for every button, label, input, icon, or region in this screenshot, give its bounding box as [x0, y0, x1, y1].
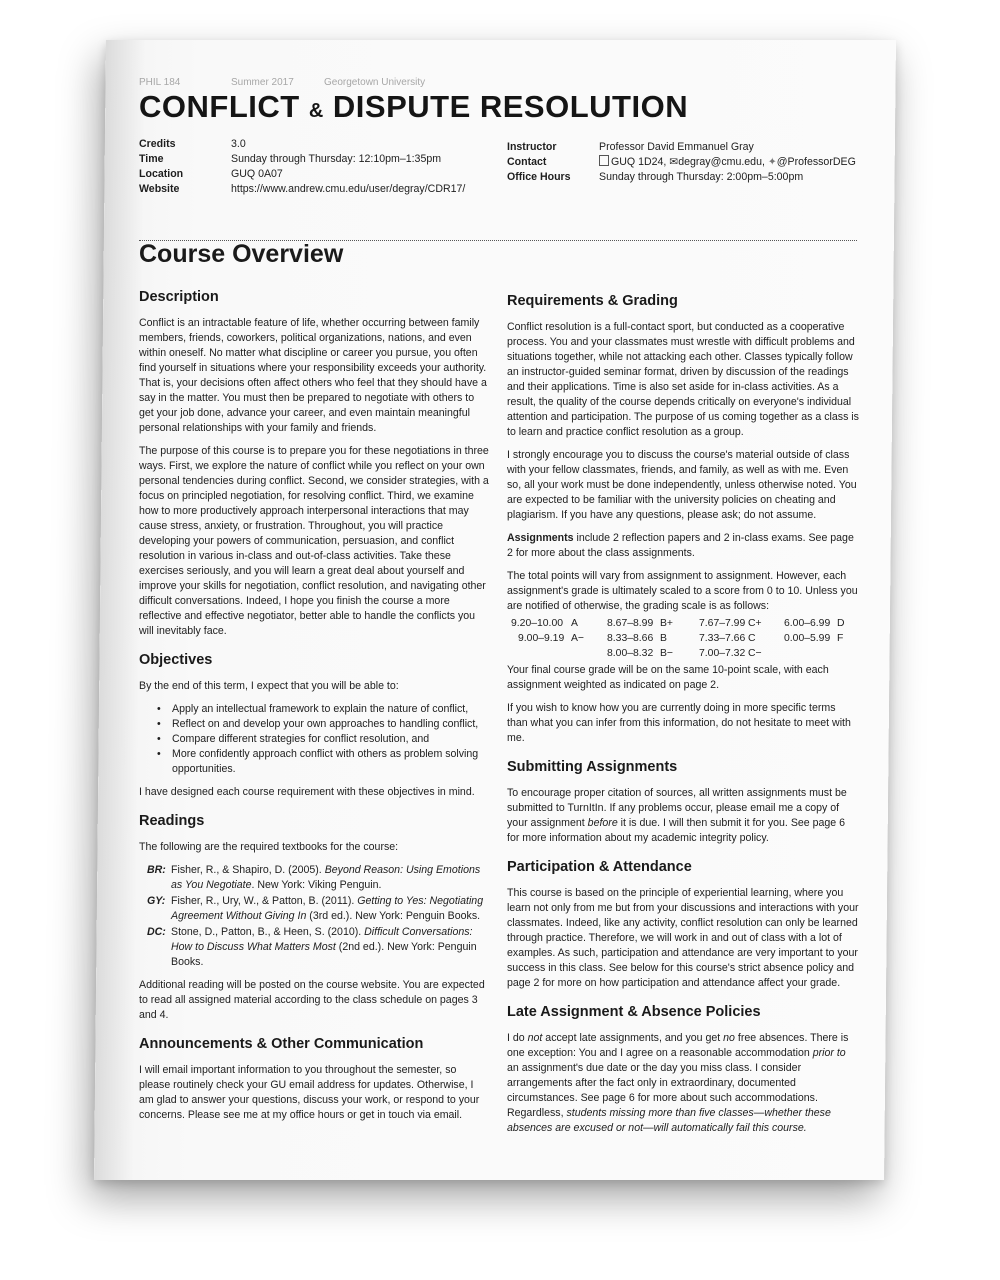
- list-item: • Apply an intellectual framework to explain the nature of conflict,: [172, 702, 489, 717]
- readings-outro: Additional reading will be posted on the course website. You are expected to read all assigned material according to the class schedule on pages 3 and 4.: [139, 979, 485, 1021]
- grade-range: 8.00–8.32: [607, 648, 654, 659]
- grade-range: 0.00–5.99: [784, 633, 831, 644]
- book-entry: BR: Fisher, R., & Shapiro, D. (2005). Beyond Reason: Using Emotions as You Negotiate. New York: Viking Penguin.: [147, 864, 481, 891]
- requirements-heading: Requirements & Grading: [507, 293, 678, 309]
- office-hours-value: Sunday through Thursday: 2:00pm–5:00pm: [599, 171, 804, 183]
- readings-heading: Readings: [139, 813, 205, 829]
- grading-scale: [507, 616, 859, 661]
- instructor-name: Professor David Emmanuel Gray: [599, 141, 754, 153]
- requirements-p3: Assignments include 2 reflection papers and 2 in-class exams. See page 2 for more about the class assignments.: [507, 532, 854, 559]
- grade-letter: C+: [748, 618, 762, 629]
- info-labels-right: Instructor Contact Office Hours: [507, 141, 571, 183]
- grade-range: 6.00–6.99: [784, 618, 831, 629]
- late-policy-heading: Late Assignment & Absence Policies: [507, 1004, 761, 1020]
- book-code: GY:: [147, 895, 166, 907]
- requirements-section: [507, 292, 859, 746]
- readings-section: [139, 812, 489, 1023]
- grade-range: 8.33–8.66: [607, 633, 654, 644]
- course-code: PHIL 184: [139, 77, 181, 88]
- book-entry: DC: Stone, D., Patton, B., & Heen, S. (2010). Difficult Conversations: How to Discuss What Matters Most (2nd ed.). New York: Penguin Books.: [147, 926, 477, 968]
- email-icon: ✉: [669, 156, 679, 168]
- twitter-icon: ✦: [767, 156, 777, 168]
- right-column: [507, 292, 859, 1148]
- course-meta: [139, 75, 859, 89]
- location-value: GUQ 0A07: [231, 168, 283, 180]
- book-list: [139, 863, 489, 970]
- header: [139, 75, 859, 217]
- grade-letter: D: [837, 618, 845, 629]
- grade-range: 7.00–7.32: [699, 648, 746, 659]
- objectives-outro: I have designed each course requirement with these objectives in mind.: [139, 786, 475, 798]
- list-item: • More confidently approach conflict with others as problem solving opportunities.: [172, 747, 489, 777]
- requirements-p6: If you wish to know how you are currently doing in more specific terms than what you can infer from this information, do not hesitate to meet with me.: [507, 702, 851, 744]
- submitting-section: [507, 758, 859, 846]
- grade-letter: F: [837, 633, 844, 644]
- announcements-heading: Announcements & Other Communication: [139, 1036, 424, 1052]
- list-item: • Reflect on and develop your own approaches to handling conflict,: [172, 717, 489, 732]
- time-value: Sunday through Thursday: 12:10pm–1:35pm: [231, 153, 442, 165]
- office-icon: [599, 155, 609, 166]
- participation-section: [507, 858, 859, 991]
- requirements-p2: I strongly encourage you to discuss the course's material outside of class with your fellow classmates, friends, and family, as well as with me. Even so, all your work must be done independently, unless otherwise noted. You are expected to be familiar with the university policies on cheating and plagiarism. If you have any questions, please ask; do not assume.: [507, 449, 857, 521]
- book-code: DC:: [147, 926, 166, 938]
- participation-heading: Participation & Attendance: [507, 859, 692, 875]
- list-item: • Compare different strategies for conflict resolution, and: [172, 732, 489, 747]
- readings-intro: The following are the required textbooks for the course:: [139, 841, 399, 853]
- description-p1: Conflict is an intractable feature of life, whether occurring between family members, friends, coworkers, political organizations, nations, and even within oneself. No matter what discipline or career you pursue, you often find yourself in situations where your responsibility exceeds your authority. That is, your decisions often affect others who feel that they should have a say in the matter. You must then be prepared to negotiate with others to get your job done, advance your career, and even maintain meaningful personal relationships with your family and friends.: [139, 317, 487, 434]
- university-name: Georgetown University: [324, 77, 426, 88]
- left-column: [139, 288, 489, 1135]
- overview-heading: Course Overview: [139, 240, 344, 268]
- book-title: Difficult Conversations: How to Discuss What Matters Most: [171, 926, 473, 953]
- page-title: CONFLICT & DISPUTE RESOLUTION: [139, 89, 689, 124]
- description-section: [139, 288, 489, 639]
- grade-range: 7.67–7.99: [699, 618, 746, 629]
- grade-letter: A−: [571, 633, 584, 644]
- course-term: Summer 2017: [231, 77, 294, 88]
- announcements-section: [139, 1035, 489, 1123]
- objectives-heading: Objectives: [139, 652, 213, 668]
- requirements-p5: Your final course grade will be on the same 10-point scale, with each assignment weighted as indicated on page 2.: [507, 664, 829, 691]
- info-values-left: [231, 137, 465, 197]
- grade-range: 9.00–9.19: [518, 633, 565, 644]
- objectives-section: [139, 651, 489, 800]
- credits-value: 3.0: [231, 138, 246, 150]
- grade-letter: A: [571, 618, 578, 629]
- requirements-p1: Conflict resolution is a full-contact sport, but conducted as a cooperative process. You and your classmates must wrestle with difficult problems and situations together, while not attacking each other. Classes typically follow an instructor-guided seminar format, driven by discussion of the readings and their applications. Time is also set aside for in-class activities. As a result, the quality of the course depends critically on everyone's individual attention and participation. The purpose of us coming together as a class is to learn and practice conflict resolution as a group.: [507, 321, 859, 438]
- late-policy-section: [507, 1003, 859, 1136]
- grade-range: 8.67–8.99: [607, 618, 654, 629]
- participation-p1: This course is based on the principle of experiential learning, where you learn not only from me but from your discussions and interactions with your classmates. Indeed, like any activity, conflict resolution can only be learned through practice. Therefore, we will work in and out of class with a lot of examples. As such, participation and attendance are very important to your success in this class. See below for this course's strict absence policy and page 2 for more on how participation and attendance affect your grade.: [507, 887, 859, 989]
- grade-letter: B+: [660, 618, 673, 629]
- course-info: [139, 137, 859, 217]
- grade-letter: B: [660, 633, 667, 644]
- grade-range: 9.20–10.00: [511, 618, 564, 629]
- grade-letter: B−: [660, 648, 673, 659]
- info-labels-left: Credits Time Location Website: [139, 138, 184, 195]
- objectives-intro: By the end of this term, I expect that you will be able to:: [139, 680, 399, 692]
- book-entry: GY: Fisher, R., Ury, W., & Patton, B. (2011). Getting to Yes: Negotiating Agreement Without Giving In (3rd ed.). New York: Penguin Books.: [147, 895, 484, 922]
- book-code: BR:: [147, 864, 166, 876]
- email-link[interactable]: degray@cmu.edu,: [678, 156, 765, 168]
- contact-line: [599, 155, 856, 170]
- description-p2: The purpose of this course is to prepare you for these negotiations in three ways. First, we explore the nature of conflict while you reflect on your own personal tendencies during conflict. Second, we consider strategies, with a focus on principled negotiation, for resolving conflict. Third, we examine how to more productively approach interpersonal interactions that may cause stress, anxiety, or frustration. Throughout, you will practice developing your powers of communication, persuasion, and conflict resolution in various in-class and out-of-class activities. Take these exercises seriously, and you will learn a great deal about yourself and improve your skills for negotiation, conflict resolution, and navigating other difficult conversations. Indeed, I hope you finish the course a more reflective and effective negotiator, better able to handle the conflicts you will inevitably face.: [139, 445, 489, 637]
- website-link[interactable]: https://www.andrew.cmu.edu/user/degray/CDR17/: [231, 183, 466, 195]
- grade-letter: C−: [748, 648, 762, 659]
- book-title: Getting to Yes: Negotiating Agreement Without Giving In: [171, 895, 484, 922]
- requirements-p4: The total points will vary from assignment to assignment. However, each assignment's grade is ultimately scaled to a score from 0 to 10. Unless you are notified of otherwise, the grading scale is as follows:: [507, 570, 858, 612]
- announcements-p1: I will email important information to you throughout the semester, so please routinely check your GU email address for updates. Otherwise, I am glad to answer your questions, discuss your work, or respond to your concerns. Please see me at my office hours or get in touch via email.: [139, 1064, 480, 1121]
- description-heading: Description: [139, 289, 219, 305]
- office-room: GUQ 1D24,: [611, 156, 667, 168]
- grade-range: 7.33–7.66: [699, 633, 746, 644]
- book-title: Beyond Reason: Using Emotions as You Negotiate: [171, 864, 481, 891]
- twitter-handle[interactable]: @ProfessorDEG: [776, 156, 856, 168]
- late-policy-p1: I do not accept late assignments, and you get no free absences. There is one exception: You and I agree on a reasonable accommodation prior to an assignment's due date or the day you miss class. I consider arrangements after the fact only in extraordinary, documented circumstances. See page 6 for more about such accommodations. Regardless, students missing more than five classes—whether these absences are excused or not—will automatically fail this course.: [507, 1032, 849, 1134]
- submitting-p1: To encourage proper citation of sources, all written assignments must be submitted to TurnItIn. If any problems occur, please email me a copy of your assignment before it is due. I will then submit it for you. See page 6 for more information about my academic integrity policy.: [507, 787, 847, 844]
- submitting-heading: Submitting Assignments: [507, 759, 678, 775]
- grade-letter: C: [748, 633, 756, 644]
- info-values-right: [599, 140, 856, 185]
- objectives-list: [139, 702, 489, 777]
